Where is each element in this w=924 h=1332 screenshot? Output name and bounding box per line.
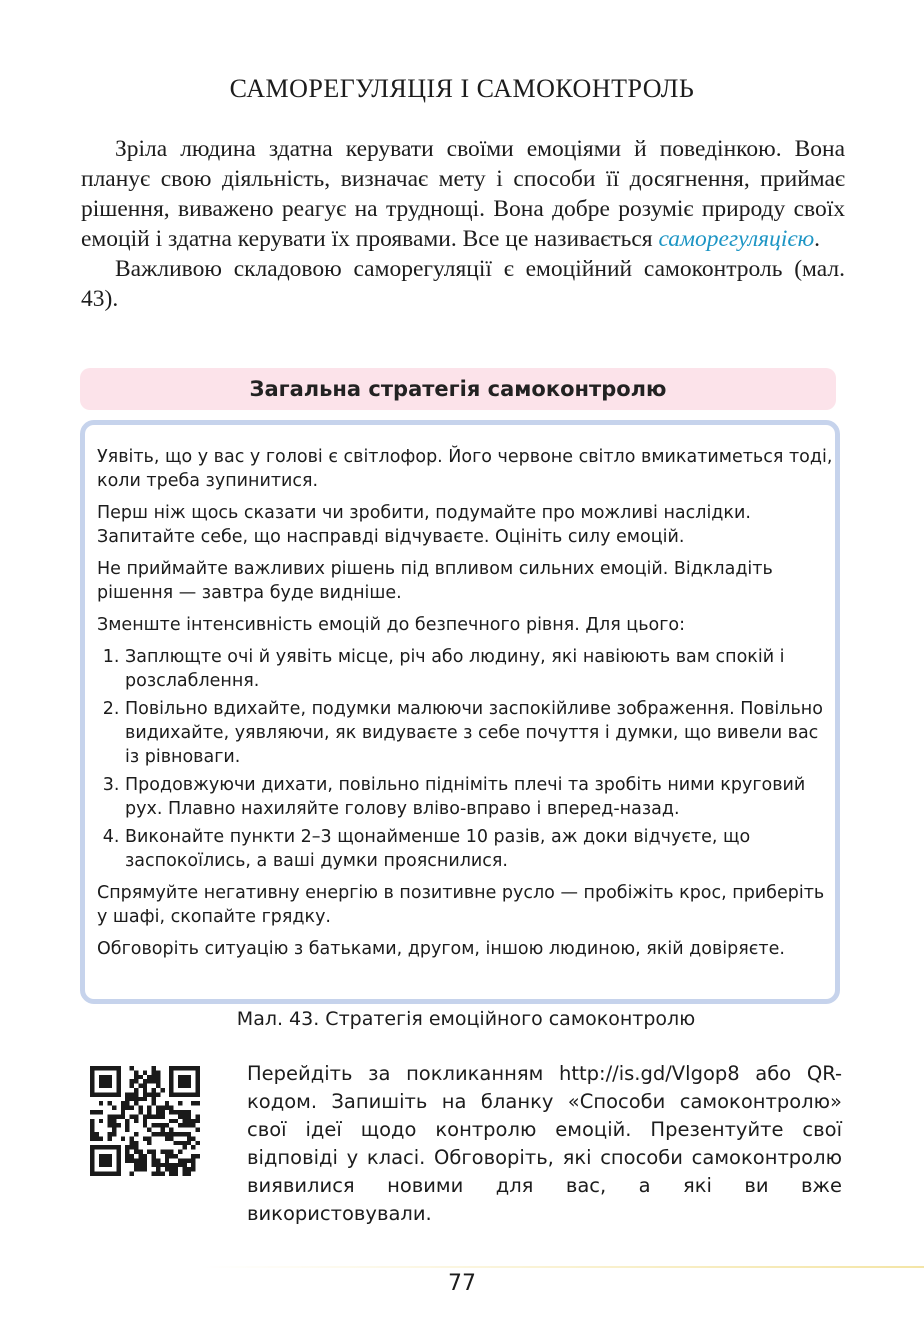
strategy-heading: Загальна стратегія самоконтролю — [80, 368, 836, 410]
strategy-step: 2. Повільно вдихайте, подумки малюючи заспокійливе зображення. Повільно видихайте, уявляючи, як видуваєте з себе почуття і думки, що вивели вас із рівноваги. — [125, 697, 835, 769]
strategy-step: 1. Заплющте очі й уявіть місце, річ або людину, які навіюють вам спокій і розслаблення. — [125, 645, 835, 693]
strategy-paragraph: Перш ніж щось сказати чи зробити, подумайте про можливі наслідки. Запитайте себе, що насправді відчуваєте. Оцініть силу емоцій. — [97, 503, 751, 547]
strategy-steps — [97, 645, 835, 873]
figure-caption: Мал. 43. Стратегія емоційного самоконтролю — [236, 1008, 696, 1030]
page-number: 77 — [448, 1271, 476, 1296]
strategy-box — [80, 420, 840, 1004]
strategy-step: 3. Продовжуючи дихати, повільно підніміть плечі та зробіть ними круговий рух. Плавно нахиляйте голову вліво-вправо і вперед-назад. — [125, 773, 835, 821]
intro-paragraph-2: Важливою складовою саморегуляції є емоційний самоконтроль (мал. 43). — [81, 256, 845, 312]
term-self-regulation: саморегуляцією — [658, 226, 815, 252]
page-title: САМОРЕГУЛЯЦІЯ І САМОКОНТРОЛЬ — [229, 74, 695, 103]
footer-divider — [200, 1266, 924, 1268]
strategy-paragraph: Спрямуйте негативну енергію в позитивне русло — пробіжіть крос, приберіть у шафі, скопайте грядку. — [97, 883, 825, 927]
strategy-paragraph: Не приймайте важливих рішень під впливом сильних емоцій. Відкладіть рішення — завтра буде видніше. — [97, 559, 773, 603]
strategy-paragraph: Уявіть, що у вас у голові є світлофор. Його червоне світло вмикатиметься тоді, коли треба зупинитися. — [97, 447, 833, 491]
strategy-step: 4. Виконайте пункти 2–3 щонайменше 10 разів, аж доки відчуєте, що заспокоїлись, а ваші думки прояснилися. — [125, 825, 835, 873]
strategy-paragraph: Обговоріть ситуацію з батьками, другом, іншою людиною, якій довіряєте. — [97, 939, 785, 959]
qr-code-icon[interactable] — [90, 1066, 200, 1176]
intro-text — [81, 134, 845, 314]
task-text: Перейдіть за покликанням http://is.gd/Vlgop8 або QR-кодом. Запишіть на бланку «Способи самоконтролю» свої ідеї щодо контролю емоцій. Презентуйте свої відповіді у класі. Обговоріть, які способи самоконтролю виявилися новими для вас, а які ви вже використовували. — [247, 1062, 842, 1225]
intro-paragraph-1: Зріла людина здатна керувати своїми емоціями й поведінкою. Вона планує свою діяльність, визначає мету і способи її досягнення, приймає рішення, виважено реагує на труднощі. Вона добре розуміє природу своїх емоцій і здатна керувати їх проявами. Все це називається саморегуляцією. — [81, 136, 845, 252]
strategy-paragraph: Зменште інтенсивність емоцій до безпечного рівня. Для цього: — [97, 615, 686, 635]
